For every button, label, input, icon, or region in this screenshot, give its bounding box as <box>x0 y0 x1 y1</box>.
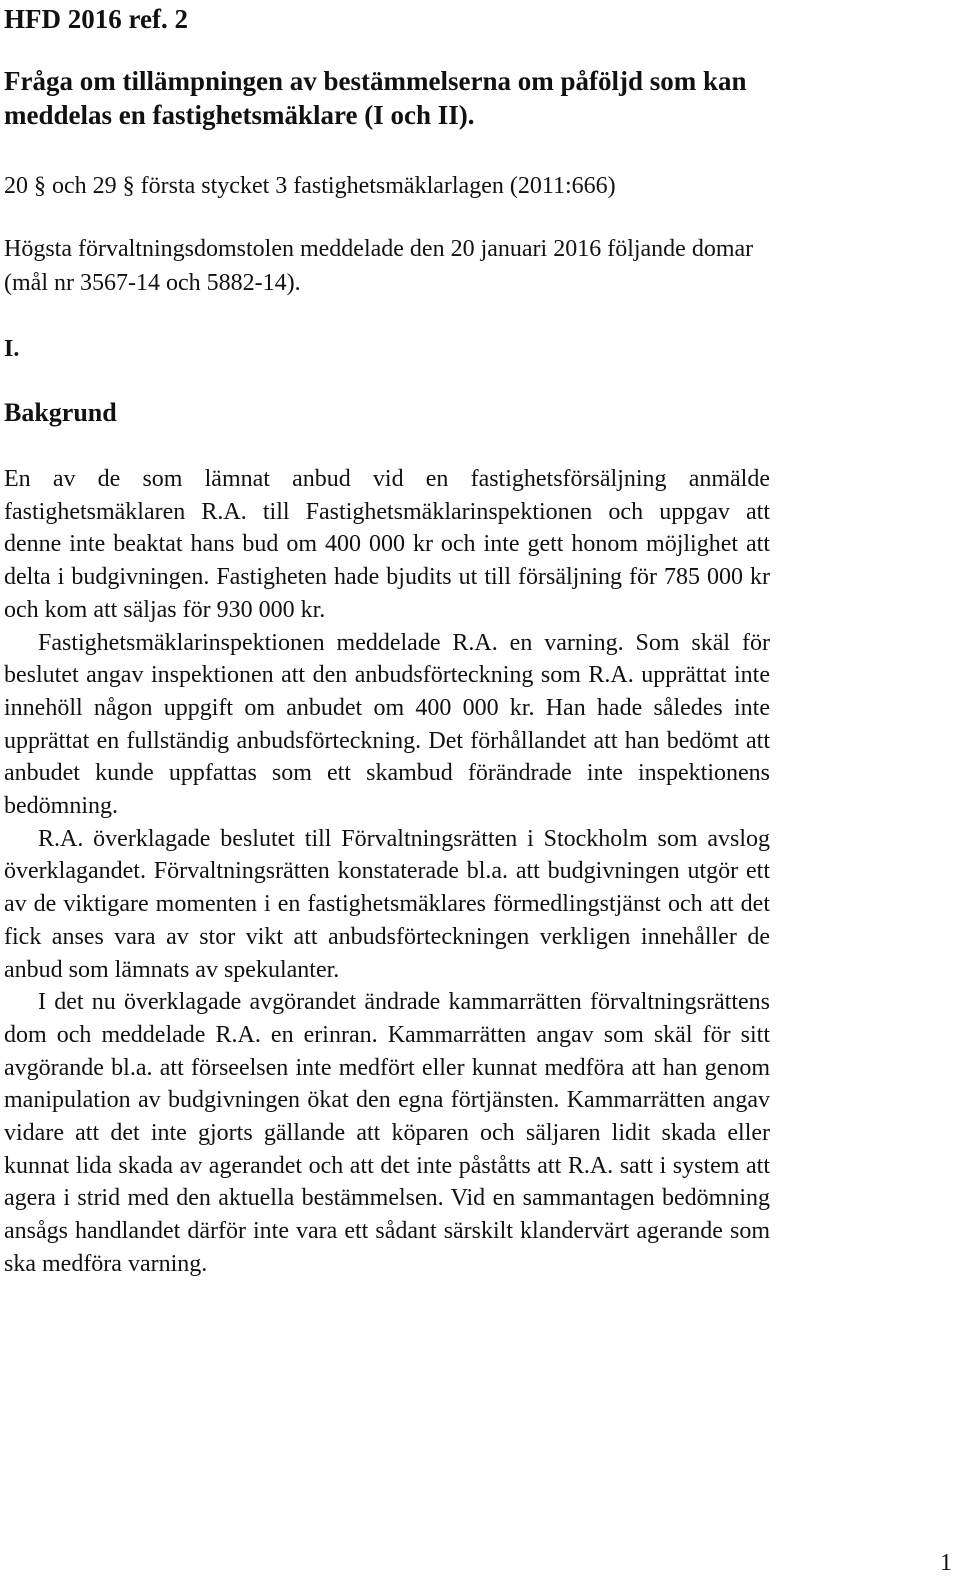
body-text <box>4 463 770 1281</box>
section-heading: Bakgrund <box>4 398 117 427</box>
reference-title: HFD 2016 ref. 2 <box>4 4 188 34</box>
case-heading: Fråga om tillämpningen av bestämmelserna om påföljd som kan meddelas en fastighetsmäklare (I och II). <box>4 66 747 130</box>
statute-reference: 20 § och 29 § första stycket 3 fastighetsmäklarlagen (2011:666) <box>4 173 616 199</box>
paragraph-2: Fastighetsmäklarinspektionen meddelade R.A. en varning. Som skäl för beslutet angav inspektionen att den anbudsförteckning som R.A. upprättat inte innehöll någon uppgift om anbudet om 400 000 kr. Han hade således inte upprättat en fullständig anbudsförteckning. Det förhållandet att han bedömt att anbudet kunde uppfattas som ett skambud förändrade inte inspektionens bedömning. <box>4 629 770 820</box>
paragraph-4: I det nu överklagade avgörandet ändrade kammarrätten förvaltningsrättens dom och meddelade R.A. en erinran. Kammarrätten angav som skäl för sitt avgörande bl.a. att förseelsen inte medfört eller kunnat medföra att han genom manipulation av budgivningen ökat den egna förtjänsten. Kammarrätten angav vidare att det inte gjorts gällande att köparen och säljaren lidit skada eller kunnat lida skada av agerandet och att det inte påståtts att R.A. satt i system att agera i strid med den aktuella bestämmelsen. Vid en sammantagen bedömning ansågs handlandet därför inte vara ett sådant särskilt klandervärt agerande som ska medföra varning. <box>4 989 770 1277</box>
paragraph-3: R.A. överklagade beslutet till Förvaltningsrätten i Stockholm som avslog överklagandet. Förvaltningsrätten konstaterade bl.a. att budgivningen utgör ett av de viktigare momenten i en fastighetsmäklares förmedlingstjänst och att det fick anses vara av stor vikt att anbudsförteckningen verkligen innehåller de anbud som lämnats av spekulanter. <box>4 825 770 983</box>
case-number: I. <box>4 336 20 362</box>
intro-text: Högsta förvaltningsdomstolen meddelade den 20 januari 2016 följande domar (mål nr 3567-14 och 5882-14). <box>4 236 754 296</box>
paragraph-1: En av de som lämnat anbud vid en fastighetsförsäljning anmälde fastighetsmäklaren R.A. till Fastighetsmäklarinspektionen och uppgav att denne inte beaktat hans bud om 400 000 kr och inte gett honom möjlighet att delta i budgivningen. Fastigheten hade bjudits ut till försäljning för 785 000 kr och kom att säljas för 930 000 kr. <box>4 466 770 623</box>
page-number: 1 <box>940 1550 952 1576</box>
